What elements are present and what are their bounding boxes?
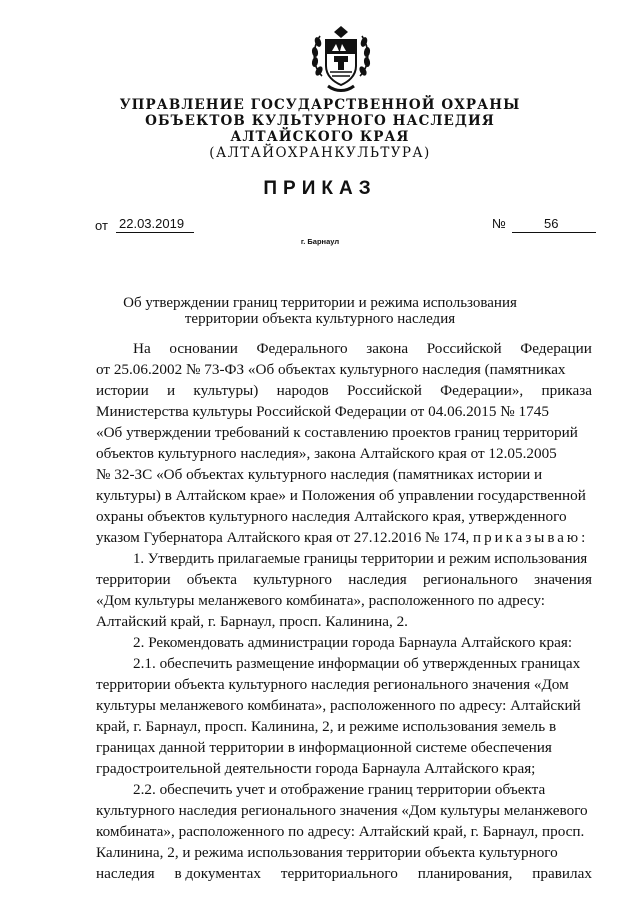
body-line-11: 1. Утвердить прилагаемые границы территории и режим использования xyxy=(133,551,588,567)
body-line-7: № 32-ЗС «Об объектах культурного наследия (памятниках истории и xyxy=(96,466,543,483)
org-name-line2: ОБЪЕКТОВ КУЛЬТУРНОГО НАСЛЕДИЯ xyxy=(145,113,495,129)
body-line-23: культурного наследия регионального значения «Дом культуры меланжевого xyxy=(96,802,588,819)
body-line-8: культуры) в Алтайском крае» и Положения об управлении государственной xyxy=(96,487,586,504)
body-line-9: охраны объектов культурного наследия Алтайского края, утвержденного xyxy=(96,508,567,525)
prikazyvayu: приказываю: xyxy=(473,530,589,546)
body-line-22: 2.2. обеспечить учет и отображение границ территории объекта xyxy=(133,781,546,798)
org-short-name: (АЛТАЙОХРАНКУЛЬТУРА) xyxy=(209,145,431,161)
body-line-20: границах данной территории в информационной системе обеспечения xyxy=(96,739,552,756)
body-line-10: указом Губернатора Алтайского края от 27.12.2016 № 174, приказываю: xyxy=(96,530,589,546)
body-line-5: «Об утверждении требований к составлению проектов границ территорий xyxy=(96,424,578,441)
doc-type-title: ПРИКАЗ xyxy=(263,178,377,199)
body-line-13: «Дом культуры меланжевого комбината», расположенного по адресу: xyxy=(96,592,546,609)
body-line-16: 2.1. обеспечить размещение информации об утвержденных границах xyxy=(133,655,581,672)
altai-krai-coat-of-arms-icon xyxy=(308,22,374,96)
org-name-line3: АЛТАЙСКОГО КРАЯ xyxy=(230,129,410,145)
city-name: г. Барнаул xyxy=(300,237,340,246)
body-line-19: край, г. Барнаул, просп. Калинина, 2, и режиме использования земель в xyxy=(96,718,557,735)
body-line-6: объектов культурного наследия», закона Алтайского края от 12.05.2005 xyxy=(96,445,557,462)
body-line-17: территории объекта культурного наследия регионального значения «Дом xyxy=(96,676,569,693)
body-line-3: истории и культуры) народов Российской Федерации», приказа xyxy=(96,382,592,399)
body-line-24: комбината», расположенного по адресу: Алтайский край, г. Барнаул, просп. xyxy=(96,823,585,840)
order-date: 22.03.2019 xyxy=(119,216,185,231)
subject-line1: Об утверждении границ территории и режима использования xyxy=(123,295,517,311)
body-line-25: Калинина, 2, и режима использования территории объекта культурного xyxy=(96,844,558,861)
body-line-2: от 25.06.2002 № 73-ФЗ «Об объектах культурного наследия (памятниках xyxy=(96,361,566,378)
subject-line2: территории объекта культурного наследия xyxy=(184,311,456,327)
body-line-26: наследия в документах территориального планирования, правилах xyxy=(96,865,592,882)
body-line-15: 2. Рекомендовать администрации города Барнаула Алтайского края: xyxy=(133,634,573,651)
body-line-1: На основании Федерального закона Российской Федерации xyxy=(133,340,592,357)
body-line-12: территории объекта культурного наследия регионального значения xyxy=(96,571,592,588)
number-label: № xyxy=(492,216,506,231)
number-underline xyxy=(512,232,596,233)
body-line-21: градостроительной деятельности города Барнаула Алтайского края; xyxy=(96,760,536,777)
order-number: 56 xyxy=(544,216,559,231)
body-line-18: культуры меланжевого комбината», расположенного по адресу: Алтайский xyxy=(96,697,581,714)
date-prefix: от xyxy=(95,218,108,233)
body-line-14: Алтайский край, г. Барнаул, просп. Калинина, 2. xyxy=(96,613,408,630)
org-name-line1: УПРАВЛЕНИЕ ГОСУДАРСТВЕННОЙ ОХРАНЫ xyxy=(119,97,521,113)
date-underline xyxy=(116,232,194,233)
body-line-4: Министерства культуры Российской Федерации от 04.06.2015 № 1745 xyxy=(96,403,549,420)
